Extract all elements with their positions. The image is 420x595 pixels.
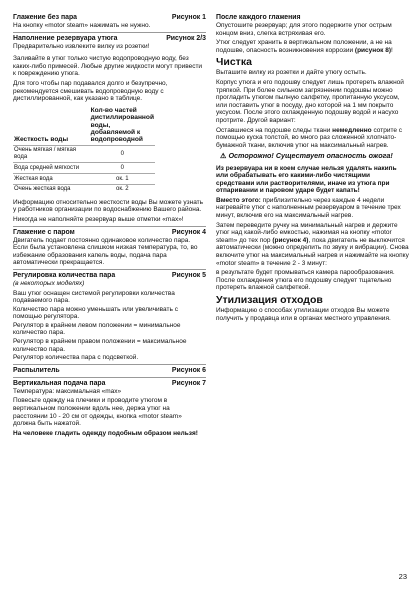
steam-control-subtitle: (в некоторых моделях) — [13, 279, 85, 287]
filling-tank-paragraph-1: Заливайте в утюг только чистую водопроводную воду, без каких-либо примесей. Любые другие жидкости могут привести к повреждению утюга. — [13, 55, 203, 78]
table-row: Вода средней мягкости 0 — [13, 163, 155, 174]
steam-control-paragraph-2: Количество пара можно уменьшать или увеличивать с помощью регулятора. — [13, 305, 178, 321]
section-steam-control-heading: Регулировка количества пара Рисунок 5 — [13, 271, 206, 279]
descaling-paragraph-1: Вместо этого: приблизительно через каждые 4 недели нагревайте утюг с наполненным резервуаром в течение трех минут, включив его на максимальный нагрев. — [216, 196, 401, 220]
warning-triangle-icon: ⚠ — [220, 151, 227, 161]
filling-tank-paragraph-3: Информацию относительно жесткости воды Вы можете узнать у работников организации по водоснабжению Вашего района. — [13, 198, 204, 214]
burn-warning: ⚠ Осторожно! Существует опасность ожога! — [220, 151, 393, 161]
descaling-paragraph-3: в результате будет промываться камера парообразования. После охлаждения утюга его подошву следует тщательно протереть влажной салфеткой. — [216, 269, 395, 292]
divider — [13, 377, 206, 378]
page-number: 23 — [398, 572, 407, 581]
steam-control-paragraph-5: Регулятор количества пара с подсветкой. — [13, 354, 139, 362]
steam-control-paragraph-4: Регулятор в крайнем правом положении = максимальное количество пара. — [13, 338, 187, 353]
divider — [13, 269, 206, 270]
vertical-steam-temperature: Температура: максимальная «max» — [13, 387, 122, 395]
filling-tank-paragraph-4: Никогда не наполняйте резервуар выше отметки «max»! — [13, 215, 184, 223]
section-steam-ironing-heading: Глажение с паром Рисунок 4 — [13, 228, 206, 236]
section-after-ironing-heading: После каждого глажения — [216, 14, 301, 21]
filling-tank-paragraph-2: Для того чтобы пар подавался долго и безупречно, рекомендуется смешивать водопроводную воду с дистиллированной, как указано в таблице. — [13, 79, 168, 103]
ironing-without-steam-text: На кнопку «motor steam» нажимать не нужно. — [13, 22, 151, 29]
left-column — [13, 14, 206, 439]
section-filling-tank-heading: Наполнение резервуара утюга Рисунок 2/3 — [13, 34, 206, 42]
descaling-paragraph-2: Затем переведите ручку на минимальный нагрев и держите утюг над какой-либо емкостью, нажимая на кнопку «motor steam» до тех пор (рисунок 4), пока двигатель не выключится автоматически (можно определить по звуку и вибрации). Снова включите утюг на максимальный нагрев и нажимайте на кнопку «motor steam» в течение 2 - 3 минут: — [216, 221, 409, 267]
table-header-hardness: Жесткость воды — [14, 136, 69, 144]
section-ironing-without-steam-heading: Глажение без пара Рисунок 1 — [13, 14, 206, 21]
filling-tank-warning: Предварительно извлеките вилку из розетки! — [13, 42, 150, 50]
steam-ironing-text: Двигатель подает постоянно одинаковое количество пара. Если была установлена слишком низкая температура, то, во избежание образования капель воды, подача пара автоматически прекращается. — [13, 236, 198, 267]
steam-control-paragraph-3: Регулятор в крайнем левом положении = минимальное количество пара. — [13, 321, 181, 337]
vertical-steam-paragraph: Повесьте одежду на плечики и проводите утюгом в вертикальном положении вдоль нее, держа утюг на расстоянии 10 - 20 см от одежды, кнопка «motor steam» должна быть нажатой. — [13, 397, 182, 428]
divider — [13, 364, 206, 365]
disposal-paragraph: Информацию о способах утилизации отходов Вы можете получить у продавца или в органах местного управления. — [216, 307, 391, 322]
section-disposal-heading: Утилизация отходов — [216, 294, 323, 307]
table-row: Очень мягкая / мягкая вода 0 — [13, 145, 155, 163]
section-cleaning-heading: Чистка — [216, 56, 252, 69]
after-ironing-paragraph-1: Опустошите резервуар; для этого подержите утюг острым концом вниз, слегка встряхивая его. — [216, 22, 392, 37]
descaling-warning: Из резервуара ни в коем случае нельзя удалять накипь или обрабатывать его какими-либо чистящими средствами или растворителями, иначе из утюга при отпаривании и паровом ударе будет капать! — [216, 164, 397, 195]
cleaning-paragraph-1: Выташите вилку из розетки и дайте утюгу остыть. — [216, 69, 367, 77]
divider — [13, 32, 206, 33]
divider — [13, 226, 206, 227]
after-ironing-paragraph-2: Утюг следует хранить в вертикальном положении, а не на подошве, опасность возникновения коррозии (рисунок 8)! — [216, 39, 393, 54]
vertical-steam-warning: На человеке гладить одежду подобным образом нельзя! — [13, 429, 198, 437]
cleaning-paragraph-2: Корпус утюга и его подошву следует лишь протереть влажной тряпкой. При более сильном загрязнении подошвы можно прогладить утюгом пылную салфетку, пропитанную уксусом, или поставить утюг в посуду, дно которой на 1 мм покрыто уксусом. После этого охлажденную подошву водой и насухо протрите. Другой вариант: — [216, 78, 404, 124]
section-vertical-steam-heading: Вертикальная подача пара Рисунок 7 — [13, 379, 206, 387]
section-sprayer-heading: Распылитель Рисунок 6 — [13, 366, 206, 374]
steam-control-paragraph-1: Ваш утюг оснащен системой регулировки количества подаваемого пара. — [13, 289, 175, 305]
water-hardness-table — [13, 106, 155, 195]
right-column — [216, 14, 409, 324]
table-row: Очень жесткая вода ок. 2 — [13, 184, 155, 194]
table-header-distilled: Кол-во частей дистиллированной воды, добавляемой к водопроводной — [90, 106, 154, 144]
table-row: Жесткая вода ок. 1 — [13, 174, 155, 185]
cleaning-paragraph-3: Оставшиеся на подошве следы ткани немедленно сотрите с помощью куска толстой, во много раз сложенной хлопчато-бумажной ткани, включив утюг на максимальный нагрев. — [216, 126, 403, 149]
